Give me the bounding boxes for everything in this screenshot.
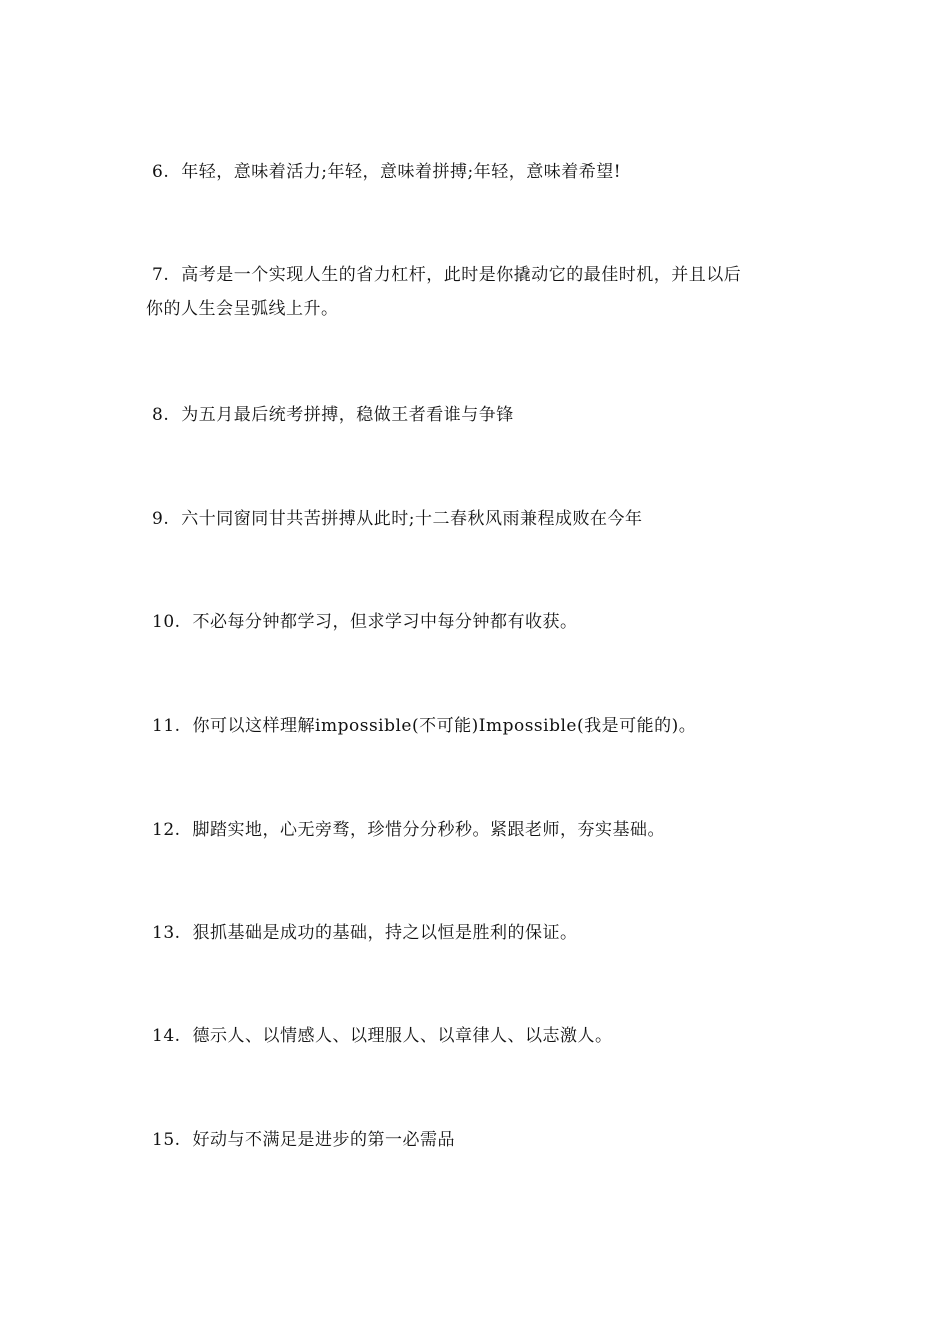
item-text: 不必每分钟都学习，但求学习中每分钟都有收获。 bbox=[192, 612, 578, 632]
item-number: 14. bbox=[152, 1026, 181, 1046]
item-text-continuation: 你的人生会呈弧线上升。 bbox=[146, 299, 339, 319]
item-number: 7. bbox=[152, 265, 170, 285]
list-item bbox=[146, 605, 816, 639]
item-text: 脚踏实地，心无旁骛，珍惜分分秒秒。紧跟老师，夯实基础。 bbox=[192, 820, 666, 840]
list-item bbox=[146, 258, 816, 326]
item-text: 德示人、以情感人、以理服人、以章律人、以志激人。 bbox=[192, 1026, 613, 1046]
list-item bbox=[146, 813, 816, 847]
item-text: 狠抓基础是成功的基础，持之以恒是胜利的保证。 bbox=[192, 923, 578, 943]
item-text: 你可以这样理解impossible(不可能)Impossible(我是可能的)。 bbox=[192, 716, 697, 736]
list-item bbox=[146, 709, 816, 743]
item-number: 6. bbox=[152, 162, 170, 182]
list-item bbox=[146, 155, 816, 189]
item-text: 为五月最后统考拼搏，稳做王者看谁与争锋 bbox=[181, 405, 514, 425]
item-number: 8. bbox=[152, 405, 170, 425]
list-item bbox=[146, 502, 816, 536]
item-number: 9. bbox=[152, 509, 170, 529]
item-number: 13. bbox=[152, 923, 181, 943]
item-number: 11. bbox=[152, 716, 181, 736]
item-text: 六十同窗同甘共苦拼搏从此时;十二春秋风雨兼程成败在今年 bbox=[181, 509, 643, 529]
item-number: 10. bbox=[152, 612, 181, 632]
item-text: 年轻，意味着活力;年轻，意味着拼搏;年轻，意味着希望! bbox=[181, 162, 622, 182]
item-text: 高考是一个实现人生的省力杠杆，此时是你撬动它的最佳时机，并且以后 bbox=[181, 265, 742, 285]
list-item bbox=[146, 398, 816, 432]
list-item bbox=[146, 916, 816, 950]
item-number: 15. bbox=[152, 1130, 181, 1150]
list-item bbox=[146, 1123, 816, 1157]
item-number: 12. bbox=[152, 820, 181, 840]
list-item bbox=[146, 1019, 816, 1053]
item-text: 好动与不满足是进步的第一必需品 bbox=[192, 1130, 456, 1150]
